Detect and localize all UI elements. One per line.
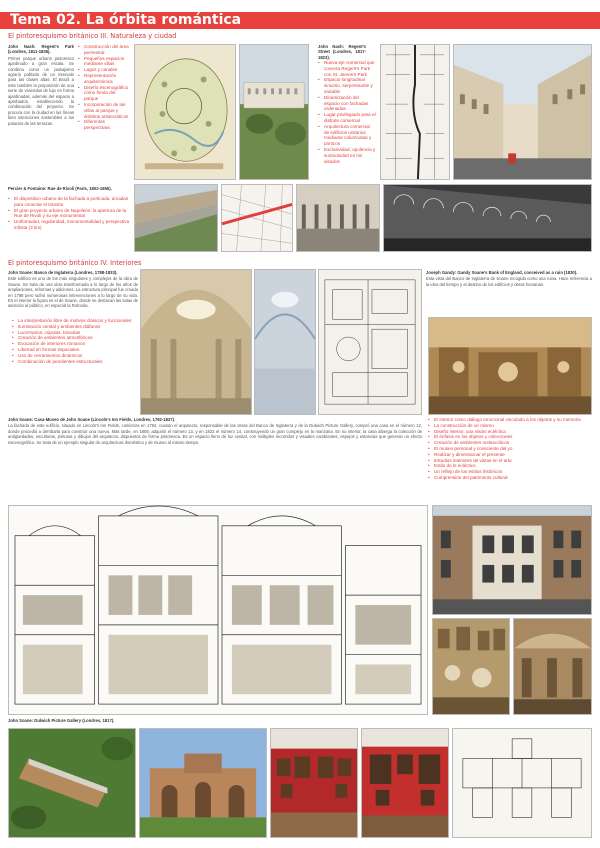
list-item: • Incorporación de las villas al parque y ámbitos aristocráticos	[78, 102, 130, 119]
soane-museum-facade-photo	[432, 505, 592, 615]
soane-museum-interior-photo-1	[432, 618, 510, 715]
gandy-caption	[426, 270, 592, 314]
soane-museum-list	[428, 417, 592, 503]
list-item: • El museo personal y consciente del yo	[428, 446, 592, 452]
list-item: • Lucernarios, cúpulas, bóvedas	[12, 330, 136, 336]
regent-street-plan-image	[380, 44, 450, 180]
dulwich-facade-photo	[139, 728, 267, 838]
list-item: • Estilo de lo ecléctico	[428, 463, 592, 469]
rivoli-perspective-photo	[383, 184, 592, 252]
list-item: • Espacio longitudinal sinuoso, serpenteante y variable	[318, 77, 376, 94]
list-item: • Comprensión del patrimonio cultural	[428, 475, 592, 481]
regents-park-caption	[8, 44, 74, 184]
list-item: • Lagos y canales	[78, 67, 130, 73]
soane-museum-section-drawing	[8, 505, 428, 715]
page-title: Tema 02. La órbita romántica	[10, 12, 242, 28]
section-title-interiors: El pintoresquismo británico IV. Interiores	[8, 259, 142, 267]
regent-street-label: John Nash: Regent's Street (Londres, 1817-1823).	[318, 44, 366, 60]
list-item: • Lugar privilegiado para el disfrute comercial	[318, 112, 376, 124]
regent-street-caption	[318, 44, 366, 60]
rivoli-list	[8, 196, 132, 254]
dulwich-caption	[8, 718, 208, 726]
section-title-nature-city: El pintoresquismo británico III. Naturaleza y ciudad	[8, 32, 177, 40]
dulwich-plan-drawing	[452, 728, 592, 838]
soane-bank-label: John Soane: Banco de Inglaterra (Londres, 1788-1833).	[8, 270, 118, 275]
list-item: • Diseño interior, una visión ecléctica	[428, 429, 592, 435]
bank-rotunda-image	[140, 269, 252, 415]
list-item: • Arquitectura comercial de edificios unitarios mediante columnatas y pórticos	[318, 124, 376, 147]
soane-bank-list	[12, 318, 136, 414]
list-item: • Combinación de pendientes estructurales	[12, 359, 136, 365]
list-item: • Pequeños espacios mediante villas	[78, 56, 130, 68]
rivoli-arcade-photo	[296, 184, 380, 252]
title-bar	[0, 12, 600, 29]
rivoli-label: Percier & Fontaine: Rue de Rivoli (París, 1802-1855).	[8, 186, 112, 191]
list-item: • Realizar y dimensionar el presente	[428, 452, 592, 458]
list-item: • El dispositivo urbano de la fachada a porticada, arcadas para conectar el tránsito	[8, 196, 132, 208]
rivoli-street-map	[221, 184, 293, 252]
gandy-bank-ruin-painting	[428, 317, 592, 415]
soane-museum-text: La fachada de este edificio, situado en Lincoln's Inn Fields, comienza en 1792, cuando el arquitecto, responsable de las obras del Banco de Inglaterra y de la Dulwich Picture Gallery, compró una casa en el número 12, donde procedió a derribarla para construir una nueva. Más tarde, en 1808, adquirió el número 13, y en 1823 el número 14, construyendo un gran complejo en la manzana. En su interior, la casa alberga la colección de antigüedades, esculturas, pinturas y dibujos del arquitecto, dispuestos de forma pintoresca. Es un espacio lleno de luz cenital, con múltiples recorridos y visuales cambiantes, espejos y estancias que generan un efecto escenográfico. Se trata de un ejemplo singular de arquitectura doméstica y de museo al mismo tiempo.	[8, 423, 422, 445]
bank-vault-hall-image	[254, 269, 316, 415]
soane-museum-interior-photo-2	[513, 618, 592, 715]
list-item: • La construcción de un mismo	[428, 423, 592, 429]
list-item: • Iluminación cenital y ambientes diáfanos	[12, 324, 136, 330]
regents-park-map-image	[134, 44, 236, 180]
soane-museum-caption	[8, 417, 422, 501]
park-terrace-photo	[239, 44, 309, 180]
regent-street-list	[318, 60, 376, 178]
list-item: • El gran proyecto urbano de Napoleón: la apertura de la Rue de Rivoli y su eje monumental	[8, 208, 132, 220]
list-item: • Diferentes perspectivas	[78, 119, 130, 131]
list-item: • Evocación de interiores romanos	[12, 341, 136, 347]
regents-park-text: Primer parque urbano pintoresco ajardinado a gran escala. Se combina como un paisajismo agrario poblado de un intervalo para las clases altas. El Brazil a este también la proposición de una serie de viviendas de lujo en forma ajardinadas, además del espacio a aprobados, estableciendo la combinación del proyecto. Se procura con la ciudad en las líneas bien intenciones sostenibles a los palacios de las terrazas.	[8, 55, 74, 126]
gandy-text: Esta vista del Banco de Inglaterra de Soane recogida como una ruina. Hace referencia a la idea del tiempo y al destino de los edificios y obras humanas.	[426, 276, 592, 287]
list-item: • El interior como diálogo emocional vinculado a los objetos y su memoria	[428, 417, 592, 423]
list-item: • Nueva eje comercial que conecta Regent's Park con St. James's Park	[318, 60, 376, 77]
rivoli-caption	[8, 186, 128, 194]
list-item: • Diseño escenográfico como fondo del parque	[78, 85, 130, 102]
list-item: • Estudios interiores de vistas en el arte	[428, 458, 592, 464]
list-item: • Un reflejo de los estilos históricos	[428, 469, 592, 475]
regent-street-photo	[453, 44, 592, 180]
list-item: • Uniformidad, regularidad, monumentalidad y perspectiva infinita (3 km)	[8, 219, 132, 231]
rivoli-aerial-photo	[134, 184, 218, 252]
list-item: • Exclusividad, opulencia y suntuosidad en los alzados	[318, 147, 376, 164]
regents-park-list	[78, 44, 130, 178]
regents-park-label: John Nash: Regent's Park (Londres, 1811-1835).	[8, 44, 74, 55]
list-item: • Dinamización del espacio con fachadas ordenadas	[318, 95, 376, 112]
gandy-label: Joseph Gandy: Gandy Soane's Bank of England, conceived as a ruin (1830).	[426, 270, 578, 275]
list-item: • Libertad en formas espaciales	[12, 347, 136, 353]
dulwich-gallery-interior-photo	[270, 728, 358, 838]
list-item: • Creación de ambientes atmosféricos	[12, 335, 136, 341]
soane-bank-text: Este edificio es uno de los más singulares y complejos de la obra de Soane. Se trata de una obra transformada a lo largo de los años de ampliaciones, reformas y adiciones. La estructura principal fue creada en 1788 pero sufrió numerosas intervenciones a lo largo de su vida. En el interior la figura es el de Soane, donde se destacan las salas de atención al público, en especial la Rotonda.	[8, 276, 138, 309]
dulwich-label: John Soane: Dulwich Picture Gallery (Londres, 1817).	[8, 718, 115, 723]
list-item: • La interpretación libre de motivos clásicos y funcionales	[12, 318, 136, 324]
list-item: • Representación arquitectónica	[78, 73, 130, 85]
list-item: • El énfasis en los objetos y colecciones	[428, 434, 592, 440]
list-item: • Construcción del área perimetral	[78, 44, 130, 56]
list-item: • Creación de ambientes melancólicos	[428, 440, 592, 446]
list-item: • Uso de cerramientos dinámicos	[12, 353, 136, 359]
dulwich-room-photo	[361, 728, 449, 838]
soane-bank-caption	[8, 270, 138, 316]
dulwich-aerial-photo	[8, 728, 136, 838]
bank-plan-drawing	[318, 269, 422, 415]
soane-museum-label: John Soane: Casa-Museo de John Soane (Lincoln's Inn Fields, Londres, 1792-1837).	[8, 417, 176, 422]
